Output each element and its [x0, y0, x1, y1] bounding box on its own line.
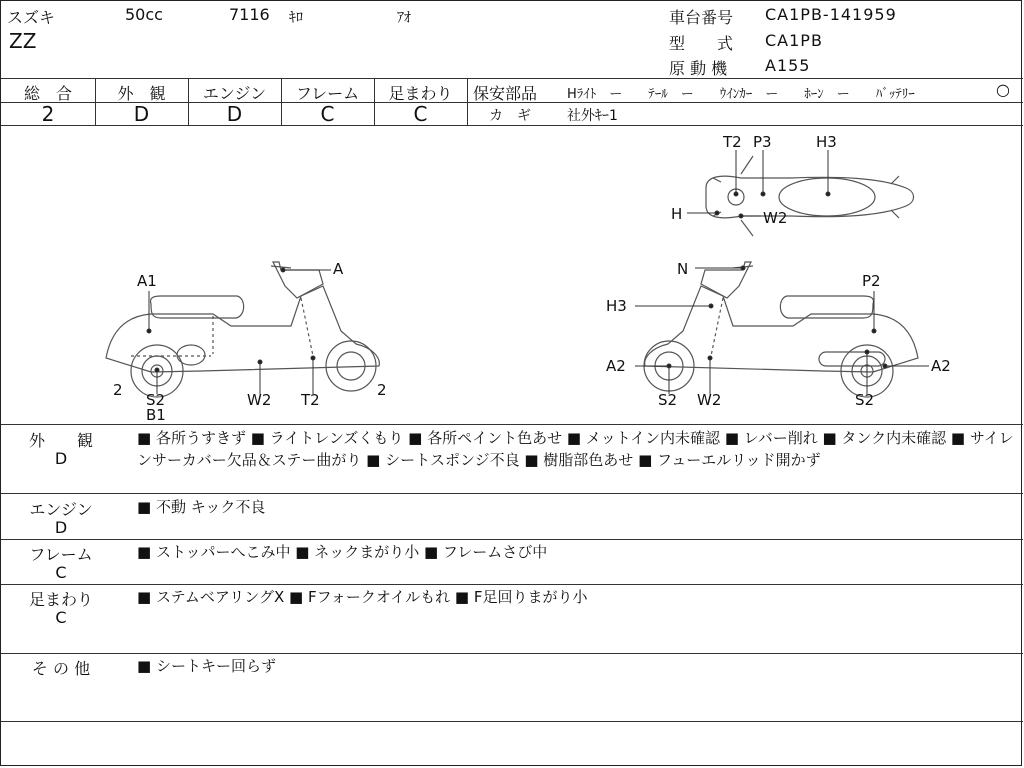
model-name: ZZ	[9, 29, 37, 53]
label-left-w2: W2	[247, 391, 272, 409]
note-engine-text: ■ 不動 キック不良	[137, 498, 266, 516]
label-top-p3: P3	[753, 133, 772, 151]
note-frame-text: ■ ストッパーへこみ中 ■ ネックまがり小 ■ フレームさび中	[137, 543, 548, 561]
grade-frame-value: C	[320, 102, 335, 126]
note-suspension-label: 足まわり	[28, 590, 93, 609]
label-left-b1: B1	[146, 406, 166, 424]
grade-total-label: 総 合	[23, 84, 72, 103]
label-top-h3: H3	[816, 133, 837, 151]
mileage-unit: ｷﾛ	[289, 10, 303, 26]
label-right-h3: H3	[606, 297, 627, 315]
label-right-a2-front: A2	[606, 357, 626, 375]
label-left-a: A	[333, 260, 344, 278]
note-other-text: ■ シートキー回らず	[137, 657, 276, 675]
note-engine-grade: D	[54, 518, 68, 537]
grade-suspension-value: C	[413, 102, 428, 126]
label-top-h: H	[671, 205, 683, 223]
grade-suspension-label: 足まわり	[388, 84, 453, 103]
grade-exterior-value: D	[133, 102, 150, 126]
label-left-t2: T2	[301, 391, 320, 409]
note-exterior-text: ■ 各所うすきず ■ ライトレンズくもり ■ 各所ペイント色あせ ■ メットイン内未確認 ■ レバー削れ ■ タンク内未確認 ■ サイレンサーカバー欠品＆ステー曲がり ■ シートスポンジ不良 ■ 樹脂部色あせ ■ フューエルリッド開かず	[137, 429, 1014, 469]
grade-engine-label: エンジン	[202, 84, 267, 103]
engine-value: A155	[765, 56, 811, 75]
note-frame-grade: C	[55, 563, 67, 582]
grade-exterior-label: 外 観	[117, 84, 166, 103]
label-left-s2: S2	[146, 391, 166, 409]
maker: スズキ	[7, 8, 56, 27]
grade-frame-label: フレーム	[295, 84, 360, 103]
label-right-a2-rear: A2	[931, 357, 951, 375]
label-right-n: N	[677, 260, 689, 278]
note-exterior-grade: D	[54, 449, 68, 468]
label-right-w2: W2	[697, 391, 722, 409]
label-left-n1: 2	[113, 381, 123, 399]
grade-engine-value: D	[226, 102, 243, 126]
label-left-a1: A1	[137, 272, 157, 290]
type-value: CA1PB	[765, 31, 823, 50]
label-top-t2: T2	[723, 133, 742, 151]
note-suspension-grade: C	[55, 608, 67, 627]
safety-label: 保安部品	[473, 84, 538, 103]
mileage: 7116	[229, 5, 270, 24]
frame-no-label: 車台番号	[669, 8, 734, 27]
frame-no: CA1PB-141959	[765, 5, 897, 24]
battery-mark: ○	[996, 80, 1010, 99]
displacement: 50cc	[125, 5, 163, 24]
label-right-s2-front: S2	[658, 391, 678, 409]
label-right-s2-rear: S2	[855, 391, 875, 409]
label-top-w2: W2	[763, 209, 788, 227]
key-label: カ ギ	[489, 108, 531, 124]
key-value: 社外ｷｰ1	[567, 108, 618, 124]
note-exterior-label: 外 観	[28, 431, 93, 450]
note-other-label: そ の 他	[31, 659, 91, 678]
label-right-p2: P2	[862, 272, 881, 290]
note-frame-label: フレーム	[29, 545, 93, 564]
engine-label: 原 動 機	[669, 59, 728, 78]
note-suspension-text: ■ ステムベアリングX ■ Fフォークオイルもれ ■ F足回りまがり小	[137, 588, 588, 606]
grade-total-value: 2	[41, 102, 55, 126]
note-engine-label: エンジン	[29, 500, 93, 519]
label-left-n2: 2	[377, 381, 387, 399]
type-label: 型 式	[669, 34, 734, 53]
safety-items: Hﾗｲﾄ ー ﾃｰﾙ ー ｳｲﾝｶｰ ー ﾎｰﾝ ー ﾊﾞｯﾃﾘｰ	[567, 87, 915, 102]
color: ｱｵ	[397, 10, 411, 26]
